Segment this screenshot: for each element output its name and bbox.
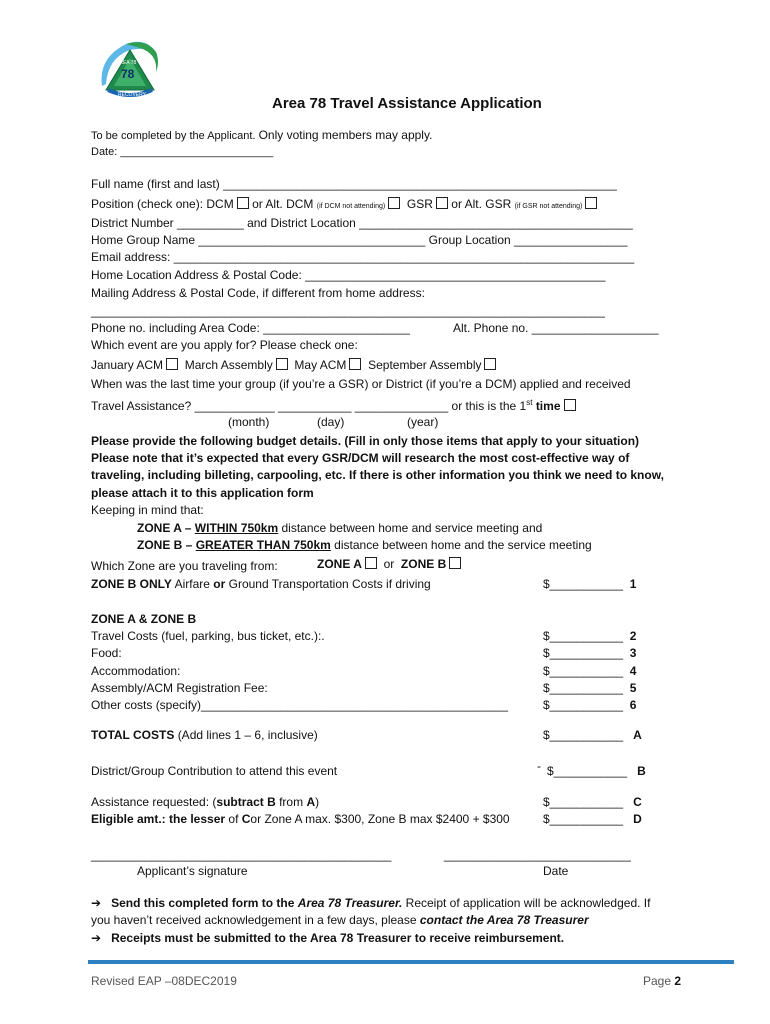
send-rest: Receipt of application will be acknowledged. If bbox=[405, 896, 651, 910]
district-field[interactable]: District Number __________ and District Location _________________________________________ bbox=[91, 216, 633, 230]
eligible-field[interactable] bbox=[543, 812, 642, 826]
zone-b-rest: distance between home and the service meeting bbox=[334, 538, 592, 552]
zone-b-checkbox[interactable] bbox=[449, 557, 461, 569]
cost-blank-travel[interactable]: $___________ bbox=[543, 629, 624, 643]
cost-blank-accommodation[interactable]: $___________ bbox=[543, 664, 624, 678]
send2-contact: contact the Area 78 Treasurer bbox=[419, 913, 589, 927]
arrow-icon: ➔ bbox=[91, 896, 102, 910]
line-1-blank[interactable]: $___________ bbox=[543, 577, 624, 591]
assistance-field[interactable] bbox=[543, 795, 642, 809]
alt-gsr-label: or Alt. GSR bbox=[451, 197, 512, 211]
travel-assistance-row bbox=[91, 398, 576, 413]
receipts-instruction bbox=[91, 931, 564, 945]
contribution-label: District/Group Contribution to attend this event bbox=[91, 764, 338, 778]
assistance-text1: Assistance requested: ( bbox=[91, 795, 217, 809]
logo-bottom-text: RECOVERY bbox=[118, 92, 146, 98]
cost-label-accommodation: Accommodation: bbox=[91, 664, 181, 678]
zone-b-only-ground: Ground Transportation Costs if driving bbox=[228, 577, 431, 591]
cost-blank-registration[interactable]: $___________ bbox=[543, 681, 624, 695]
zone-a-rest: distance between home and service meeting and bbox=[281, 521, 543, 535]
assistance-bold1: subtract B bbox=[216, 795, 276, 809]
month-label: (month) bbox=[228, 415, 270, 429]
event-march-checkbox[interactable] bbox=[276, 358, 288, 370]
line-1-number: 1 bbox=[629, 577, 637, 591]
full-name-field[interactable]: Full name (first and last) ___________________________________________________________ bbox=[91, 177, 617, 191]
signature-date-label: Date bbox=[543, 864, 569, 878]
send-bold: Send this completed form to the bbox=[111, 896, 295, 910]
which-zone-label: Which Zone are you traveling from: bbox=[91, 559, 278, 573]
zone-b-only-row bbox=[91, 577, 431, 591]
cost-label-travel: Travel Costs (fuel, parking, bus ticket, etc.):. bbox=[91, 629, 325, 643]
assistance-text3: ) bbox=[315, 795, 320, 809]
line-1-field[interactable] bbox=[543, 577, 636, 591]
eligible-label bbox=[91, 812, 510, 826]
eligible-text1: of bbox=[228, 812, 239, 826]
day-label: (day) bbox=[317, 415, 345, 429]
assistance-letter: C bbox=[633, 795, 642, 809]
home-group-field[interactable]: Home Group Name __________________________________ Group Location _________________ bbox=[91, 233, 628, 247]
alt-dcm-checkbox[interactable] bbox=[388, 197, 400, 209]
home-address-field[interactable]: Home Location Address & Postal Code: _____________________________________________ bbox=[91, 268, 606, 282]
zone-b-only-or: or bbox=[213, 577, 226, 591]
cost-field-travel[interactable] bbox=[543, 629, 636, 643]
position-label: Position (check one): DCM bbox=[91, 197, 234, 211]
send2-text: you haven’t received acknowledgement in a few days, please bbox=[91, 913, 417, 927]
zone-a-definition bbox=[137, 521, 542, 535]
first-time-checkbox[interactable] bbox=[564, 399, 576, 411]
cost-field-registration[interactable] bbox=[543, 681, 636, 695]
event-january-checkbox[interactable] bbox=[166, 358, 178, 370]
footer-page-label: Page bbox=[643, 974, 672, 988]
budget-text-3: traveling, including billeting, carpooling, etc. If there is other information you think we need to know, bbox=[91, 468, 664, 482]
gsr-checkbox[interactable] bbox=[436, 197, 448, 209]
cost-number-food: 3 bbox=[629, 646, 637, 660]
cost-number-registration: 5 bbox=[629, 681, 637, 695]
cost-field-other[interactable] bbox=[543, 698, 636, 712]
date-field[interactable]: Date: _________________________ bbox=[91, 146, 274, 158]
assistance-label bbox=[91, 795, 319, 809]
total-costs-label bbox=[91, 728, 318, 742]
budget-text-1: Please provide the following budget details. (Fill in only those items that apply to your situation) bbox=[91, 434, 640, 448]
event-question: Which event are you apply for? Please check one: bbox=[91, 338, 358, 352]
zone-a-within: WITHIN 750km bbox=[194, 521, 279, 535]
zone-b-only-airfare: Airfare bbox=[174, 577, 210, 591]
zone-or: or bbox=[383, 557, 395, 571]
eligible-text2: or bbox=[250, 812, 262, 826]
zone-ab-heading: ZONE A & ZONE B bbox=[91, 612, 197, 626]
dcm-checkbox[interactable] bbox=[237, 197, 249, 209]
arrow-icon: ➔ bbox=[91, 931, 102, 945]
cost-label-registration: Assembly/ACM Registration Fee: bbox=[91, 681, 268, 695]
contribution-field[interactable] bbox=[547, 764, 646, 778]
total-field[interactable] bbox=[543, 728, 642, 742]
cost-blank-food[interactable]: $___________ bbox=[543, 646, 624, 660]
total-costs-rest: (Add lines 1 – 6, inclusive) bbox=[177, 728, 318, 742]
zone-a-label: ZONE A – bbox=[137, 521, 192, 535]
total-costs-bold: TOTAL COSTS bbox=[91, 728, 175, 742]
receipts-text: Receipts must be submitted to the Area 78 Treasurer to receive reimbursement. bbox=[111, 931, 565, 945]
zone-b-definition bbox=[137, 538, 592, 552]
eligible-text3: Zone A max. $300, Zone B max $2400 + $300 bbox=[264, 812, 510, 826]
logo-number: 78 bbox=[121, 67, 135, 81]
event-september-checkbox[interactable] bbox=[484, 358, 496, 370]
zone-b-greater: GREATER THAN 750km bbox=[195, 538, 331, 552]
cost-number-other: 6 bbox=[629, 698, 637, 712]
eligible-letter: D bbox=[633, 812, 642, 826]
send-instruction-2 bbox=[91, 913, 589, 927]
signature-date-line[interactable]: ____________________________ bbox=[444, 848, 631, 862]
cost-label-other[interactable]: Other costs (specify)______________________________________________ bbox=[91, 698, 509, 712]
footer-page-number: 2 bbox=[674, 974, 682, 988]
alt-gsr-checkbox[interactable] bbox=[585, 197, 597, 209]
email-field[interactable]: Email address: _____________________________________________________________________ bbox=[91, 250, 635, 264]
eligible-bold2: C bbox=[241, 812, 251, 826]
alt-gsr-note: (if GSR not attending) bbox=[514, 203, 583, 210]
event-may-checkbox[interactable] bbox=[349, 358, 361, 370]
zone-a-choice-label: ZONE A bbox=[317, 557, 362, 571]
budget-text-4: please attach it to this application form bbox=[91, 486, 314, 500]
intro-line bbox=[91, 128, 432, 142]
eligible-bold1: Eligible amt.: the lesser bbox=[91, 812, 226, 826]
send-treasurer: Area 78 Treasurer. bbox=[297, 896, 403, 910]
contribution-minus: - bbox=[537, 759, 541, 773]
budget-text-2: Please note that it’s expected that every GSR/DCM will research the most cost-effective way of bbox=[91, 451, 630, 465]
page-title: Area 78 Travel Assistance Application bbox=[272, 95, 542, 112]
intro-part1: To be completed by the Applicant. bbox=[91, 130, 256, 142]
cost-field-accommodation[interactable] bbox=[543, 664, 636, 678]
cost-number-travel: 2 bbox=[629, 629, 637, 643]
event-options bbox=[91, 358, 496, 372]
gsr-label: GSR bbox=[406, 197, 433, 211]
total-letter: A bbox=[633, 728, 642, 742]
travel-question[interactable]: Travel Assistance? ____________ ___________ ______________ or this is the 1 bbox=[91, 399, 527, 413]
signature-label: Applicant’s signature bbox=[137, 864, 248, 878]
zone-choice bbox=[317, 557, 461, 571]
total-blank[interactable]: $___________ bbox=[543, 728, 624, 742]
alt-phone-field[interactable]: Alt. Phone no. ___________________ bbox=[453, 321, 659, 335]
cost-number-accommodation: 4 bbox=[629, 664, 637, 678]
assistance-blank[interactable]: $___________ bbox=[543, 795, 624, 809]
zone-b-label: ZONE B – bbox=[137, 538, 193, 552]
travel-sup: st bbox=[526, 398, 533, 407]
eligible-blank[interactable]: $___________ bbox=[543, 812, 624, 826]
assistance-text2: from bbox=[279, 795, 304, 809]
zone-b-choice-label: ZONE B bbox=[400, 557, 447, 571]
keeping-text: Keeping in mind that: bbox=[91, 503, 204, 517]
footer-revised: Revised EAP –08DEC2019 bbox=[91, 974, 237, 988]
travel-time: time bbox=[535, 399, 561, 413]
logo-top-text: AREA 78 bbox=[116, 60, 137, 66]
year-label: (year) bbox=[407, 415, 439, 429]
last-time-question: When was the last time your group (if you’re a GSR) or District (if you’re a DCM) applied and received bbox=[91, 377, 631, 391]
contribution-blank[interactable]: $___________ bbox=[547, 764, 628, 778]
zone-b-only-label: ZONE B ONLY bbox=[91, 577, 172, 591]
signature-line[interactable]: _____________________________________________ bbox=[91, 848, 392, 862]
cost-blank-other[interactable]: $___________ bbox=[543, 698, 624, 712]
event-march-label: March Assembly bbox=[184, 358, 273, 372]
area-78-logo bbox=[96, 38, 164, 106]
position-row bbox=[91, 197, 597, 211]
cost-label-food: Food: bbox=[91, 646, 122, 660]
event-january-label: January ACM bbox=[91, 358, 164, 372]
zone-a-checkbox[interactable] bbox=[365, 557, 377, 569]
assistance-bold2: A bbox=[306, 795, 316, 809]
footer-page bbox=[643, 974, 681, 988]
contribution-letter: B bbox=[637, 764, 646, 778]
cost-field-food[interactable] bbox=[543, 646, 636, 660]
event-september-label: September Assembly bbox=[368, 358, 482, 372]
alt-dcm-note: (if DCM not attending) bbox=[316, 203, 386, 210]
alt-dcm-label: or Alt. DCM bbox=[252, 197, 314, 211]
footer-divider bbox=[88, 960, 734, 964]
phone-field[interactable]: Phone no. including Area Code: ______________________ bbox=[91, 321, 410, 335]
intro-part2: Only voting members may apply. bbox=[258, 128, 433, 142]
send-instruction bbox=[91, 896, 650, 910]
mailing-field[interactable]: _____________________________________________________________________________ bbox=[91, 304, 605, 318]
event-may-label: May ACM bbox=[294, 358, 347, 372]
mailing-label: Mailing Address & Postal Code, if different from home address: bbox=[91, 286, 425, 300]
